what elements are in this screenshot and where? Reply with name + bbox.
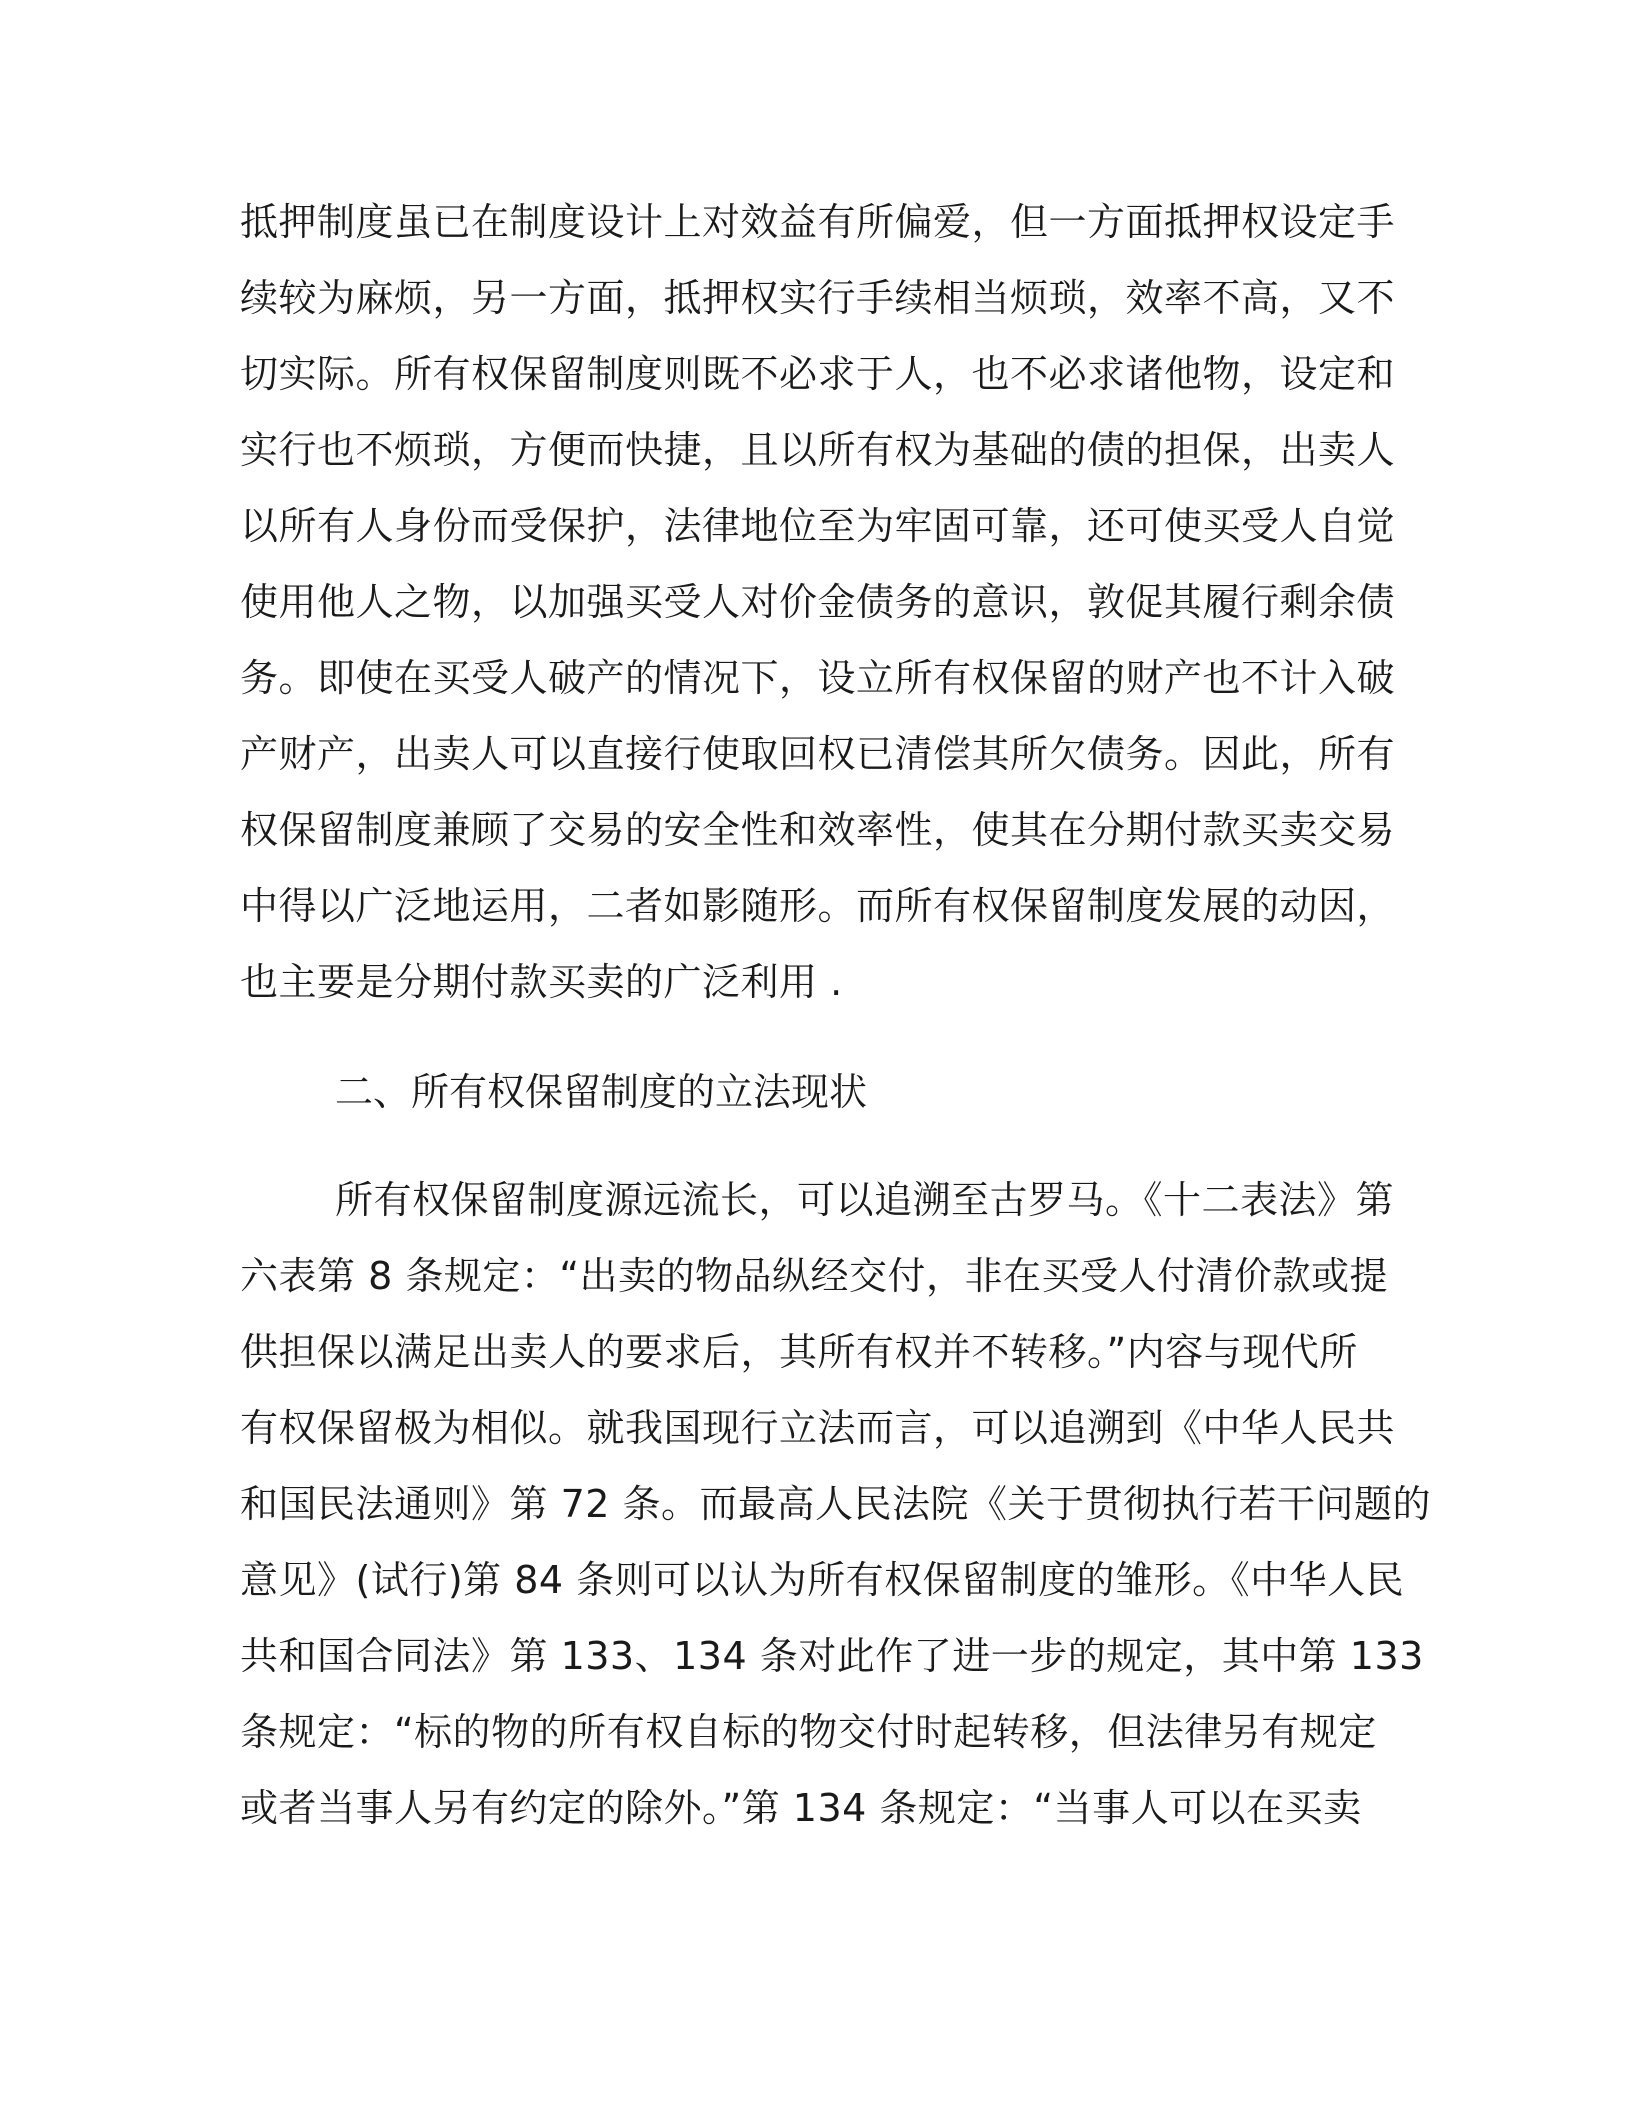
text-line: 条规定：“标的物的所有权自标的物交付时起转移，但法律另有规定 [240,1710,1377,1754]
text-line: 有权保留极为相似。就我国现行立法而言，可以追溯到《中华人民共 [240,1406,1396,1450]
text-line: 续较为麻烦，另一方面，抵押权实行手续相当烦琐，效率不高，又不 [240,276,1396,320]
text-line: 使用他人之物，以加强买受人对价金债务的意识，敦促其履行剩余债 [240,580,1396,624]
text-line: 共和国合同法》第 133、134 条对此作了进一步的规定，其中第 133 [240,1634,1424,1678]
paragraph-1 [240,184,1396,1020]
text-line: 意见》(试行)第 84 条则可以认为所有权保留制度的雏形。《中华人民 [240,1558,1405,1602]
text-line: 供担保以满足出卖人的要求后，其所有权并不转移。”内容与现代所 [240,1330,1358,1374]
text-line: 所有权保留制度源远流长，可以追溯至古罗马。《十二表法》第 [335,1178,1395,1222]
section-heading: 二、所有权保留制度的立法现状 [335,1070,868,1114]
text-line: 抵押制度虽已在制度设计上对效益有所偏爱，但一方面抵押权设定手 [240,200,1396,244]
text-line: 务。即使在买受人破产的情况下，设立所有权保留的财产也不计入破 [240,656,1396,700]
text-line: 产财产，出卖人可以直接行使取回权已清偿其所欠债务。因此，所有 [240,732,1396,776]
text-line: 以所有人身份而受保护，法律地位至为牢固可靠，还可使买受人自觉 [240,504,1396,548]
text-line: 实行也不烦琐，方便而快捷，且以所有权为基础的债的担保，出卖人 [240,428,1396,472]
text-line: 权保留制度兼顾了交易的安全性和效率性，使其在分期付款买卖交易 [240,808,1396,852]
paragraph-2 [240,1162,1432,1846]
text-line: 中得以广泛地运用，二者如影随形。而所有权保留制度发展的动因， [240,884,1396,928]
text-line: 和国民法通则》第 72 条。而最高人民法院《关于贯彻执行若干问题的 [240,1482,1432,1526]
text-line: 或者当事人另有约定的除外。”第 134 条规定：“当事人可以在买卖 [240,1786,1362,1830]
text-line: 也主要是分期付款买卖的广泛利用 . [240,960,843,1004]
text-line: 切实际。所有权保留制度则既不必求于人，也不必求诸他物，设定和 [240,352,1396,396]
text-line: 六表第 8 条规定：“出卖的物品纵经交付，非在买受人付清价款或提 [240,1254,1389,1298]
